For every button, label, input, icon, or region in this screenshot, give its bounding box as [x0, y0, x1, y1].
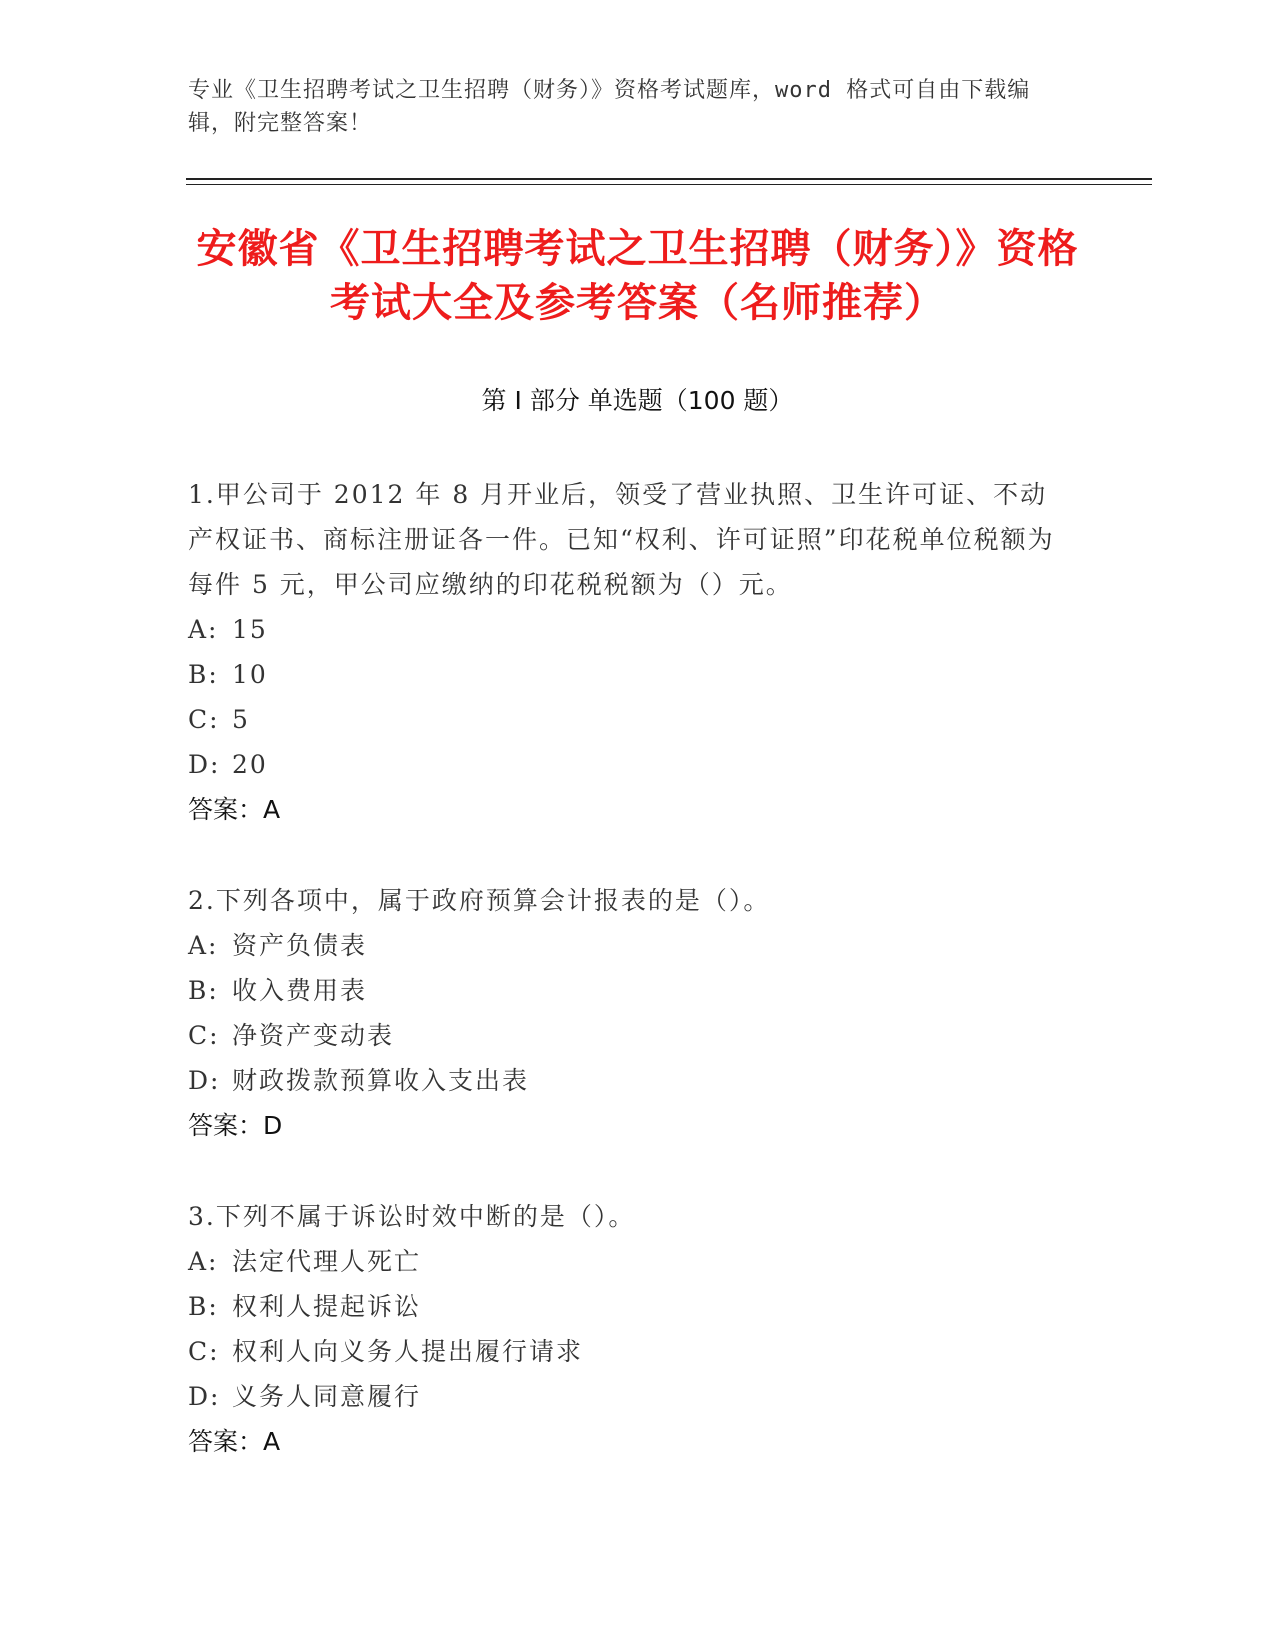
option-key: C:	[188, 705, 220, 734]
answer-line: 答案：A	[188, 1427, 281, 1456]
option-key: D:	[188, 1382, 221, 1411]
question-1	[188, 472, 1068, 832]
option-text: 法定代理人死亡	[232, 1247, 422, 1276]
option-d	[188, 1058, 1068, 1103]
option-d	[188, 742, 1068, 787]
option-text: 10	[232, 660, 268, 689]
header-divider-thick	[186, 178, 1152, 180]
option-text: 净资产变动表	[232, 1021, 395, 1050]
option-c	[188, 697, 1068, 742]
option-text: 权利人提起诉讼	[232, 1292, 422, 1321]
option-key: B:	[188, 976, 219, 1005]
option-b	[188, 968, 1068, 1013]
option-key: C:	[188, 1021, 220, 1050]
option-text: 义务人同意履行	[232, 1382, 422, 1411]
option-key: A:	[188, 1247, 219, 1276]
option-a	[188, 1239, 1068, 1284]
question-3	[188, 1194, 1068, 1464]
option-c	[188, 1329, 1068, 1374]
question-stem: 1.甲公司于 2012 年 8 月开业后，领受了营业执照、卫生许可证、不动产权证书、商标注册证各一件。已知“权利、许可证照”印花税单位税额为每件 5 元，甲公司应缴纳的印花税税额为（）元。	[188, 480, 1055, 599]
option-key: A:	[188, 931, 219, 960]
option-text: 收入费用表	[232, 976, 368, 1005]
option-key: B:	[188, 1292, 219, 1321]
option-d	[188, 1374, 1068, 1419]
option-text: 财政拨款预算收入支出表	[232, 1066, 530, 1095]
option-b	[188, 1284, 1068, 1329]
question-list	[188, 472, 1068, 1510]
question-stem: 3.下列不属于诉讼时效中断的是（）。	[188, 1202, 636, 1231]
option-key: D:	[188, 1066, 221, 1095]
answer-line: 答案：D	[188, 1111, 283, 1140]
answer-line: 答案：A	[188, 795, 281, 824]
option-key: C:	[188, 1337, 220, 1366]
option-text: 15	[232, 615, 268, 644]
option-text: 资产负债表	[232, 931, 368, 960]
section-heading: 第 I 部分 单选题（100 题）	[481, 386, 794, 415]
option-text: 权利人向义务人提出履行请求	[232, 1337, 584, 1366]
option-text: 5	[232, 705, 250, 734]
option-a	[188, 607, 1068, 652]
option-text: 20	[232, 750, 268, 779]
option-b	[188, 652, 1068, 697]
header-divider-thin	[186, 184, 1152, 185]
option-a	[188, 923, 1068, 968]
question-stem: 2.下列各项中，属于政府预算会计报表的是（）。	[188, 886, 771, 915]
option-key: A:	[188, 615, 219, 644]
header-note: 专业《卫生招聘考试之卫生招聘（财务）》资格考试题库，word 格式可自由下载编辑，附完整答案！	[188, 78, 1031, 136]
document-title: 安徽省《卫生招聘考试之卫生招聘（财务）》资格考试大全及参考答案（名师推荐）	[196, 226, 1079, 326]
question-2	[188, 878, 1068, 1148]
option-key: D:	[188, 750, 221, 779]
option-key: B:	[188, 660, 219, 689]
option-c	[188, 1013, 1068, 1058]
